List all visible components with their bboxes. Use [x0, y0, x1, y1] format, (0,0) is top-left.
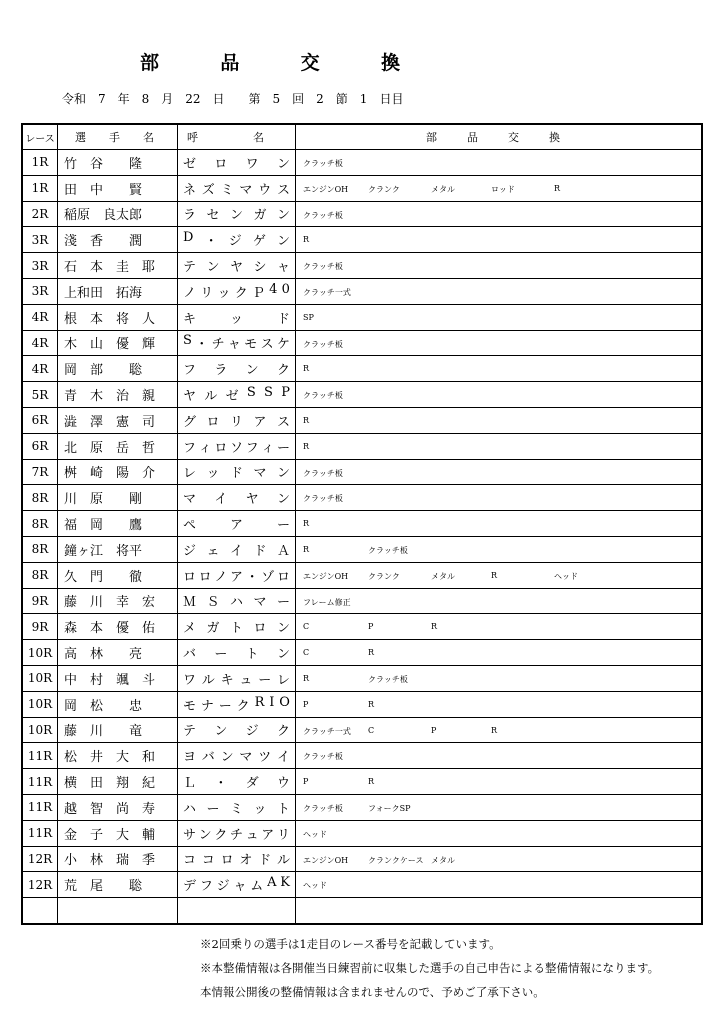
parts-cell [296, 820, 703, 846]
table-row [22, 511, 702, 537]
table-row [22, 407, 702, 433]
call-name-cell: バ ー ト ン [178, 640, 296, 666]
race-cell: 3R [22, 253, 58, 279]
rider-name-cell: 岡 部 聡 [58, 356, 178, 382]
parts-cell [296, 201, 703, 227]
title-char: 品 [220, 52, 240, 74]
call-name-cell: D ・ ジ ゲ ン [178, 227, 296, 253]
table-row [22, 717, 702, 743]
part-item: クラッチ板 [368, 674, 408, 684]
race-cell: 1R [22, 175, 58, 201]
parts-cell [296, 459, 703, 485]
table-row [22, 665, 702, 691]
race-cell: 4R [22, 356, 58, 382]
part-item: R [303, 673, 310, 683]
part-item: クラッチ一式 [303, 726, 351, 736]
race-cell: 10R [22, 640, 58, 666]
part-item: クラッチ板 [303, 494, 343, 504]
call-name-cell: ハ ー ミ ッ ト [178, 794, 296, 820]
race-cell: 11R [22, 820, 58, 846]
part-item: R [491, 725, 498, 735]
part-item: エンジンOH [303, 571, 349, 581]
call-name-cell: ノ リ ッ ク Ｐ 4 0 [178, 278, 296, 304]
parts-cell [296, 872, 703, 898]
call-name-cell: S ・ チ ャ モ ス ケ [178, 330, 296, 356]
call-name-cell: グ ロ リ ア ス [178, 407, 296, 433]
rider-name-cell: 中 村 颯 斗 [58, 665, 178, 691]
header-call-name: 呼 名 [178, 124, 296, 150]
race-cell: 10R [22, 665, 58, 691]
part-item: クラッチ板 [303, 752, 343, 762]
table-row [22, 330, 702, 356]
race-cell: 10R [22, 717, 58, 743]
table-row [22, 433, 702, 459]
footnotes [200, 932, 659, 1004]
parts-cell [296, 769, 703, 795]
race-cell: 12R [22, 872, 58, 898]
table-row [22, 459, 702, 485]
part-item: フォークSP [368, 803, 411, 813]
part-item: C [303, 622, 310, 632]
parts-cell [296, 433, 703, 459]
call-name-cell: コ コ ロ オ ド ル [178, 846, 296, 872]
parts-cell [296, 717, 703, 743]
part-item: クラッチ板 [303, 262, 343, 272]
rider-name-cell: 松 井 大 和 [58, 743, 178, 769]
rider-name-cell: 石 本 圭 耶 [58, 253, 178, 279]
table-row [22, 640, 702, 666]
race-cell: 9R [22, 614, 58, 640]
rider-name-cell: 上和田 拓海 [58, 278, 178, 304]
header-race: レース [22, 124, 58, 150]
rider-name-cell: 北 原 岳 哲 [58, 433, 178, 459]
call-name-cell: フ ィ ロ ソ フ ィ ー [178, 433, 296, 459]
call-name-cell: サ ン ク チ ュ ア リ [178, 820, 296, 846]
parts-cell [296, 382, 703, 408]
rider-name-cell: 澁 澤 憲 司 [58, 407, 178, 433]
rider-name-cell: 久 門 徹 [58, 562, 178, 588]
parts-cell [296, 794, 703, 820]
call-name-cell: マ イ ヤ ン [178, 485, 296, 511]
part-item: クラッチ板 [303, 803, 343, 813]
rider-name-cell: 青 木 治 親 [58, 382, 178, 408]
call-name-cell: デ フ ジ ャ ム A K [178, 872, 296, 898]
parts-cell [296, 278, 703, 304]
race-cell: 9R [22, 588, 58, 614]
parts-exchange-table [21, 123, 703, 925]
parts-cell [296, 330, 703, 356]
call-name-cell: ワ ル キ ュ ー レ [178, 665, 296, 691]
table-row [22, 304, 702, 330]
call-name-cell: ラ セ ン ガ ン [178, 201, 296, 227]
table-row [22, 382, 702, 408]
call-name-cell: テ ン ヤ シ ャ [178, 253, 296, 279]
race-cell [22, 898, 58, 924]
rider-name-cell: 桝 崎 陽 介 [58, 459, 178, 485]
part-item: メタル [431, 855, 455, 865]
part-item: P [368, 622, 374, 632]
race-cell: 12R [22, 846, 58, 872]
footnote: ※2回乗りの選手は1走目のレース番号を記載しています。 [200, 937, 501, 951]
header-parts-char: 部 [426, 131, 437, 144]
part-item: R [303, 415, 310, 425]
part-item: R [303, 544, 310, 554]
title-char: 換 [380, 52, 400, 74]
race-cell: 5R [22, 382, 58, 408]
part-item: R [303, 235, 310, 245]
table-row [22, 691, 702, 717]
part-item: R [554, 183, 561, 193]
part-item: ヘッド [554, 571, 578, 581]
header-row [22, 124, 702, 150]
call-name-cell [178, 898, 296, 924]
call-name-cell: ゼ ロ ワ ン [178, 150, 296, 176]
race-cell: 11R [22, 769, 58, 795]
header-parts-char: 交 [508, 131, 519, 144]
part-item: C [303, 648, 310, 658]
parts-cell [296, 511, 703, 537]
rider-name-cell [58, 898, 178, 924]
header-parts-char: 品 [467, 131, 478, 144]
footnote: 本情報公開後の整備情報は含まれませんので、予めご了承下さい。 [200, 985, 545, 999]
rider-name-cell: 福 岡 鷹 [58, 511, 178, 537]
rider-name-cell: 鐘ヶ江 将平 [58, 536, 178, 562]
part-item: メタル [431, 184, 455, 194]
page-title [140, 48, 400, 75]
call-name-cell: フ ラ ン ク [178, 356, 296, 382]
table-row [22, 588, 702, 614]
table-row [22, 846, 702, 872]
rider-name-cell: 横 田 翔 紀 [58, 769, 178, 795]
title-char: 部 [140, 52, 160, 74]
race-cell: 8R [22, 511, 58, 537]
part-item: R [368, 699, 375, 709]
race-cell: 10R [22, 691, 58, 717]
race-cell: 8R [22, 536, 58, 562]
parts-cell [296, 614, 703, 640]
call-name-cell: ジ ェ イ ド Ａ [178, 536, 296, 562]
rider-name-cell: 森 本 優 佑 [58, 614, 178, 640]
part-item: クラッチ板 [303, 339, 343, 349]
table-row [22, 562, 702, 588]
part-item: P [303, 777, 309, 787]
parts-cell [296, 588, 703, 614]
part-item: P [431, 725, 437, 735]
race-cell: 11R [22, 743, 58, 769]
rider-name-cell: 川 原 剛 [58, 485, 178, 511]
part-item: クラッチ板 [303, 159, 343, 168]
rider-name-cell: 高 林 亮 [58, 640, 178, 666]
table-row [22, 794, 702, 820]
parts-cell [296, 562, 703, 588]
part-item: クランク [368, 571, 400, 581]
call-name-cell: テ ン ジ ク [178, 717, 296, 743]
call-name-cell: モ ナ ー ク R I O [178, 691, 296, 717]
table-row [22, 201, 702, 227]
table-row [22, 536, 702, 562]
rider-name-cell: 荒 尾 聡 [58, 872, 178, 898]
call-name-cell: ヨ バ ン マ ツ イ [178, 743, 296, 769]
title-char: 交 [300, 52, 320, 74]
call-name-cell: ネ ズ ミ マ ウ ス [178, 175, 296, 201]
rider-name-cell: 藤 川 竜 [58, 717, 178, 743]
race-cell: 3R [22, 278, 58, 304]
race-cell: 8R [22, 485, 58, 511]
parts-cell [296, 640, 703, 666]
race-cell: 4R [22, 330, 58, 356]
call-name-cell: レ ッ ド マ ン [178, 459, 296, 485]
call-name-cell: メ ガ ト ロ ン [178, 614, 296, 640]
rider-name-cell: 竹 谷 隆 [58, 150, 178, 176]
part-item: クラッチ板 [303, 391, 343, 401]
parts-cell [296, 407, 703, 433]
call-name-cell: ペ ア ー [178, 511, 296, 537]
part-item: ヘッド [303, 881, 327, 891]
parts-cell [296, 691, 703, 717]
table-row [22, 278, 702, 304]
table-row [22, 227, 702, 253]
call-name-cell: Ｌ ・ ダ ウ [178, 769, 296, 795]
parts-cell [296, 253, 703, 279]
part-item: R [491, 570, 498, 580]
rider-name-cell: 田 中 賢 [58, 175, 178, 201]
parts-cell [296, 304, 703, 330]
race-cell: 7R [22, 459, 58, 485]
part-item: エンジンOH [303, 184, 349, 194]
part-item: R [303, 519, 310, 529]
table-row [22, 614, 702, 640]
call-name-cell: ロ ロ ノ ア ・ ゾ ロ [178, 562, 296, 588]
part-item: R [431, 622, 438, 632]
rider-name-cell: 岡 松 忠 [58, 691, 178, 717]
table-row [22, 175, 702, 201]
header-parts-char: 換 [549, 131, 560, 144]
part-item: C [368, 725, 375, 735]
parts-cell [296, 227, 703, 253]
rider-name-cell: 越 智 尚 寿 [58, 794, 178, 820]
parts-cell [296, 175, 703, 201]
part-item: P [303, 699, 309, 709]
table-row [22, 356, 702, 382]
part-item: ロッド [491, 184, 515, 194]
part-item: エンジンOH [303, 855, 349, 865]
part-item: クランク [368, 184, 400, 194]
part-item: メタル [431, 571, 455, 581]
part-item: R [303, 441, 310, 451]
part-item: クラッチ板 [303, 210, 343, 220]
part-item: クラッチ板 [303, 468, 343, 478]
rider-name-cell: 藤 川 幸 宏 [58, 588, 178, 614]
table-row [22, 485, 702, 511]
parts-cell [296, 898, 703, 924]
part-item: フレーム修正 [303, 597, 351, 607]
header-rider-name: 選 手 名 [58, 124, 178, 150]
rider-name-cell: 根 本 将 人 [58, 304, 178, 330]
part-item: クラッチ一式 [303, 287, 351, 297]
call-name-cell: キ ッ ド [178, 304, 296, 330]
race-cell: 3R [22, 227, 58, 253]
race-cell: 2R [22, 201, 58, 227]
part-item: R [303, 364, 310, 374]
parts-cell [296, 743, 703, 769]
table-body [22, 150, 702, 924]
table-row [22, 769, 702, 795]
header-parts [296, 124, 703, 150]
part-item: クランクケース [368, 855, 424, 865]
rider-name-cell: 小 林 瑞 季 [58, 846, 178, 872]
part-item: クラッチ板 [368, 545, 408, 555]
part-item: ヘッド [303, 829, 327, 839]
rider-name-cell: 金 子 大 輔 [58, 820, 178, 846]
call-name-cell: ヤ ル ゼ S S P [178, 382, 296, 408]
race-cell: 6R [22, 433, 58, 459]
parts-cell [296, 485, 703, 511]
part-item: R [368, 777, 375, 787]
table-row [22, 872, 702, 898]
table-row [22, 820, 702, 846]
parts-cell [296, 665, 703, 691]
part-item: SP [303, 312, 314, 322]
part-item: R [368, 648, 375, 658]
table-row [22, 253, 702, 279]
rider-name-cell: 稲原 良太郎 [58, 201, 178, 227]
call-name-cell: Ｍ Ｓ ハ マ ー [178, 588, 296, 614]
date-line: 令和 7 年 8 月 22 日 第 5 回 2 節 1 日目 [62, 92, 404, 106]
table-row [22, 743, 702, 769]
rider-name-cell: 淺 香 潤 [58, 227, 178, 253]
race-cell: 6R [22, 407, 58, 433]
parts-cell [296, 846, 703, 872]
race-cell: 4R [22, 304, 58, 330]
footnote: ※本整備情報は各開催当日練習前に収集した選手の自己申告による整備情報になります。 [200, 961, 660, 975]
parts-cell [296, 150, 703, 176]
parts-cell [296, 356, 703, 382]
table-row [22, 898, 702, 924]
parts-cell [296, 536, 703, 562]
table-row [22, 150, 702, 176]
rider-name-cell: 木 山 優 輝 [58, 330, 178, 356]
race-cell: 8R [22, 562, 58, 588]
race-cell: 11R [22, 794, 58, 820]
race-cell: 1R [22, 150, 58, 176]
